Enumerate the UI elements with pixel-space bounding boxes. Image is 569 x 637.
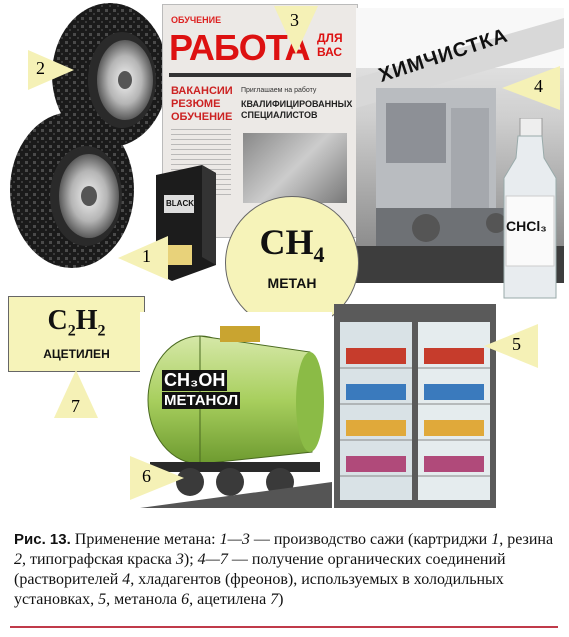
caption-rule (10, 626, 558, 628)
factory-banner: ХИМЧИСТКА (376, 24, 511, 87)
marker-5: 5 (512, 334, 521, 354)
marker-1: 1 (142, 246, 151, 266)
caption-text: , метанола (106, 591, 182, 608)
caption-ref: 6 (181, 591, 190, 608)
acetylene-box (8, 296, 145, 372)
caption-text: — получение органических соединений (растворителей (14, 551, 506, 588)
caption-ref: 5 (98, 591, 107, 608)
marker-2-triangle (28, 50, 74, 90)
newspaper-photo-box (243, 133, 347, 203)
acetylene-name: АЦЕТИЛЕН (43, 347, 110, 361)
newspaper-right-head: КВАЛИФИЦИРОВАННЫХ СПЕЦИАЛИСТОВ (241, 99, 353, 120)
caption-ref: 1—3 (219, 531, 250, 548)
tank-name: МЕТАНОЛ (164, 392, 239, 409)
methane-name: МЕТАН (267, 275, 317, 291)
acetylene-formula (9, 305, 144, 341)
caption-label: Рис. 13. (14, 531, 71, 548)
caption-text: , хладагентов (фреонов), используемых в холодильных установках, (14, 571, 504, 608)
methane-formula-main: CH (259, 222, 314, 262)
caption-ref: 3 (175, 551, 184, 568)
caption-ref: 1 (491, 531, 500, 548)
marker-6: 6 (142, 466, 151, 486)
caption-ref: 4 (122, 571, 131, 588)
bottle-label: CHCl₃ (506, 218, 547, 234)
methane-formula-sub: 4 (313, 242, 325, 268)
figure-caption (14, 530, 559, 610)
acetylene-h-sub: 2 (97, 322, 106, 340)
caption-text: ); (183, 551, 198, 568)
caption-text: — производство сажи (картриджи (249, 531, 492, 548)
marker-4-triangle (502, 66, 560, 110)
newspaper-bar (169, 73, 351, 77)
caption-text: , типографская краска (22, 551, 176, 568)
marker-2: 2 (36, 58, 45, 78)
marker-4: 4 (534, 76, 543, 96)
marker-5-triangle (484, 324, 538, 368)
caption-text: , резина (499, 531, 554, 548)
marker-3: 3 (290, 10, 299, 30)
fridge-image (334, 304, 496, 508)
caption-ref: 4—7 (197, 551, 228, 568)
acetylene-c: C (47, 305, 68, 336)
fridge-photo (334, 304, 496, 508)
caption-ref: 7 (270, 591, 279, 608)
marker-7: 7 (71, 396, 80, 416)
newspaper-side: ДЛЯ ВАС (317, 31, 343, 59)
caption-text: ) (278, 591, 284, 608)
cartridge-label: BLACK (166, 199, 194, 208)
tires-photo (0, 0, 175, 275)
tires-image (0, 0, 175, 275)
acetylene-h: H (75, 305, 98, 336)
newspaper-top: ОБУЧЕНИЕ (171, 15, 222, 25)
methane-formula (226, 221, 358, 268)
newspaper-title: РАБОТА (169, 27, 310, 68)
marker-6-triangle (130, 456, 184, 500)
caption-text: Применение метана: (70, 531, 220, 548)
newspaper-right-small: Приглашаем на работу (241, 87, 317, 94)
bottle-image (498, 118, 562, 304)
caption-text: , ацетилена (189, 591, 271, 608)
bottle-photo (498, 118, 562, 304)
newspaper-left-head: ВАКАНСИИ РЕЗЮМЕ ОБУЧЕНИЕ (171, 85, 233, 123)
acetylene-c-sub: 2 (67, 322, 76, 340)
caption-ref: 2 (14, 551, 22, 568)
tank-formula: CH₃OH (164, 370, 226, 390)
